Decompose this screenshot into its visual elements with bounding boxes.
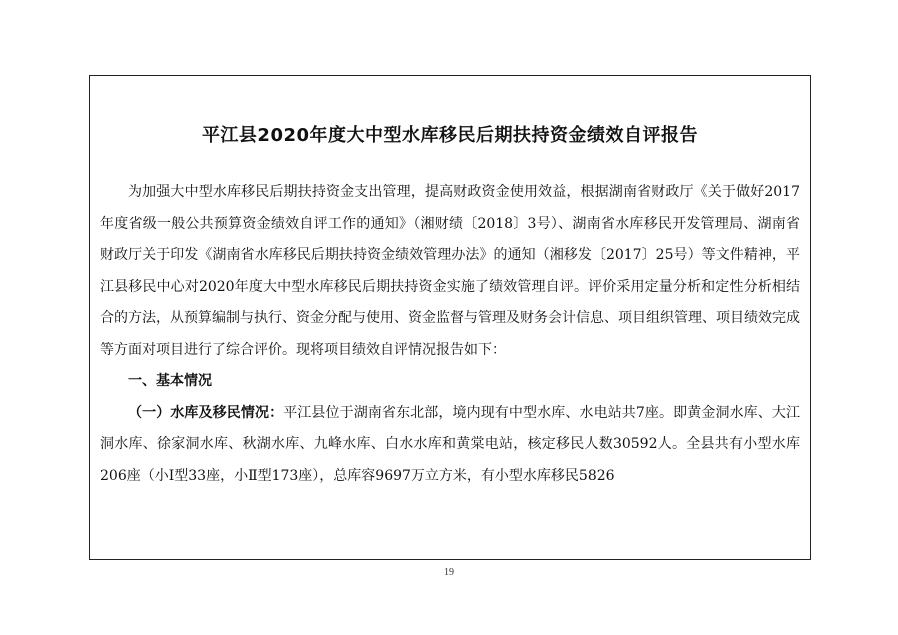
subsection-reservoir-paragraph (100, 398, 800, 493)
subsection-label: （一）水库及移民情况： (128, 404, 284, 421)
intro-paragraph: 为加强大中型水库移民后期扶持资金支出管理，提高财政资金使用效益，根据湖南省财政厅《关于做好2017年度省级一般公共预算资金绩效自评工作的通知》（湘财绩〔2018〕3号）、湖南省水库移民开发管理局、湖南省财政厅关于印发《湖南省水库移民后期扶持资金绩效管理办法》的通知（湘移发〔2017〕25号）等文件精神，平江县移民中心对2020年度大中型水库移民后期扶持资金实施了绩效管理自评。评价采用定量分析和定性分析相结合的方法，从预算编制与执行、资金分配与使用、资金监督与管理及财务会计信息、项目组织管理、项目绩效完成等方面对项目进行了综合评价。现将项目绩效自评情况报告如下： (100, 184, 800, 358)
report-frame (89, 75, 811, 560)
page-number: 19 (444, 567, 454, 578)
document-title: 平江县2020年度大中型水库移民后期扶持资金绩效自评报告 (201, 125, 699, 146)
subsection-text: 平江县位于湖南省东北部，境内现有中型水库、水电站共7座。即黄金洞水库、大江洞水库、徐家洞水库、秋湖水库、九峰水库、白水水库和黄棠电站，核定移民人数30592人。全县共有小型水库206座（小Ⅰ型33座，小Ⅱ型173座），总库容9697万立方米，有小型水库移民5826 (100, 404, 801, 484)
section-heading-basic-info: 一、基本情况 (128, 373, 212, 389)
document-body (100, 177, 800, 492)
